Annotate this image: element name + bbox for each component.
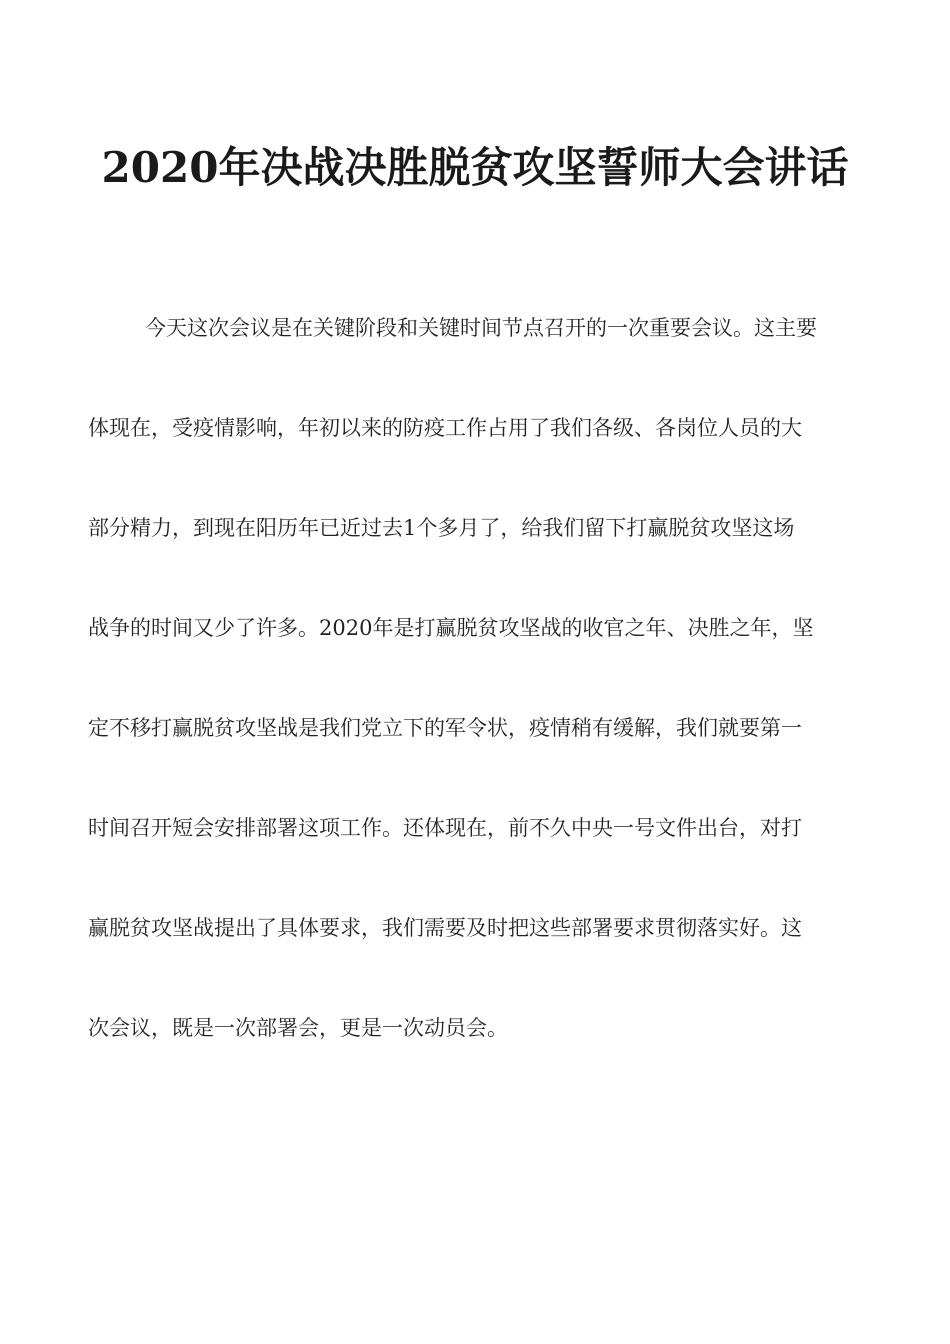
paragraph-line: 时间召开短会安排部署这项工作。还体现在，前不久中央一号文件出台，对打 (88, 816, 802, 840)
paragraph-line: 赢脱贫攻坚战提出了具体要求，我们需要及时把这些部署要求贯彻落实好。这 (88, 916, 802, 940)
paragraph-line: 体现在，受疫情影响，年初以来的防疫工作占用了我们各级、各岗位人员的大 (88, 416, 802, 440)
document-title: 2020年决战决胜脱贫攻坚誓师大会讲话 (101, 143, 849, 192)
paragraph-line: 今天这次会议是在关键阶段和关键时间节点召开的一次重要会议。这主要 (145, 316, 817, 340)
paragraph-line: 战争的时间又少了许多。2020年是打赢脱贫攻坚战的收官之年、决胜之年，坚 (88, 616, 814, 640)
paragraph-line: 部分精力，到现在阳历年已近过去1个多月了，给我们留下打赢脱贫攻坚这场 (88, 516, 795, 540)
paragraph-line: 定不移打赢脱贫攻坚战是我们党立下的军令状，疫情稍有缓解，我们就要第一 (88, 716, 802, 740)
document-body (88, 300, 868, 1100)
paragraph-line: 次会议，既是一次部署会，更是一次动员会。 (88, 1016, 508, 1040)
